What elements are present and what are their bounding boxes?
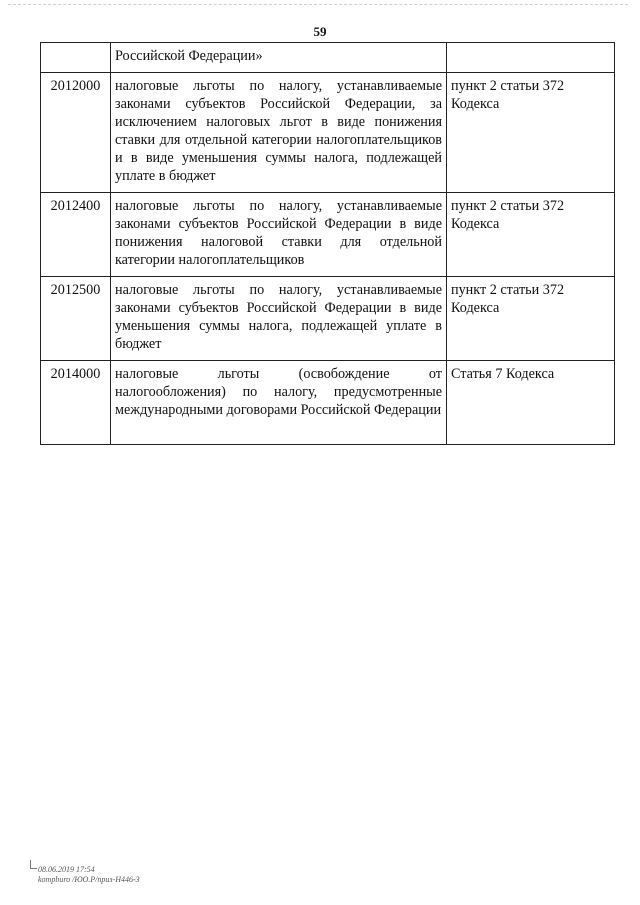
code-cell [41,43,111,73]
page-number: 59 [313,24,327,39]
reference-cell: Статья 7 Кодекса [447,361,615,445]
table-row [41,43,615,73]
top-scan-edge [8,4,628,5]
code-cell: 2012400 [41,193,111,277]
footer-stamp [38,865,140,885]
description-cell: налоговые льготы по налогу, устанавливаемые законами субъектов Российской Федерации в виде уменьшения суммы налога, подлежащей уплате в бюджет [111,277,447,361]
code-cell: 2014000 [41,361,111,445]
tax-benefits-table [40,42,615,445]
reference-cell: пункт 2 статьи 372 Кодекса [447,193,615,277]
description-cell: Российской Федерации» [111,43,447,73]
footer-timestamp: 08.06.2019 17:54 [38,865,95,874]
reference-cell: пункт 2 статьи 372 Кодекса [447,277,615,361]
description-cell: налоговые льготы по налогу, устанавливаемые законами субъектов Российской Федерации, за исключением налоговых льгот в виде понижения ставки для отдельной категории налогоплательщиков и в виде уменьшения суммы налога, подлежащей уплате в бюджет [111,73,447,193]
table-row [41,277,615,361]
code-cell: 2012000 [41,73,111,193]
reference-cell: пункт 2 статьи 372 Кодекса [447,73,615,193]
table-row [41,73,615,193]
reference-cell [447,43,615,73]
corner-mark-icon [30,860,37,869]
description-cell: налоговые льготы по налогу, устанавливаемые законами субъектов Российской Федерации в виде понижения налоговой ставки для отдельной категории налогоплательщиков [111,193,447,277]
footer-file-path: kompburo /ЮО.Р/приз-Н446-3 [38,875,140,884]
table-row [41,193,615,277]
code-cell: 2012500 [41,277,111,361]
table-row [41,361,615,445]
description-cell: налоговые льготы (освобождение от налогообложения) по налогу, предусмотренные международными договорами Российской Федерации [111,361,447,445]
